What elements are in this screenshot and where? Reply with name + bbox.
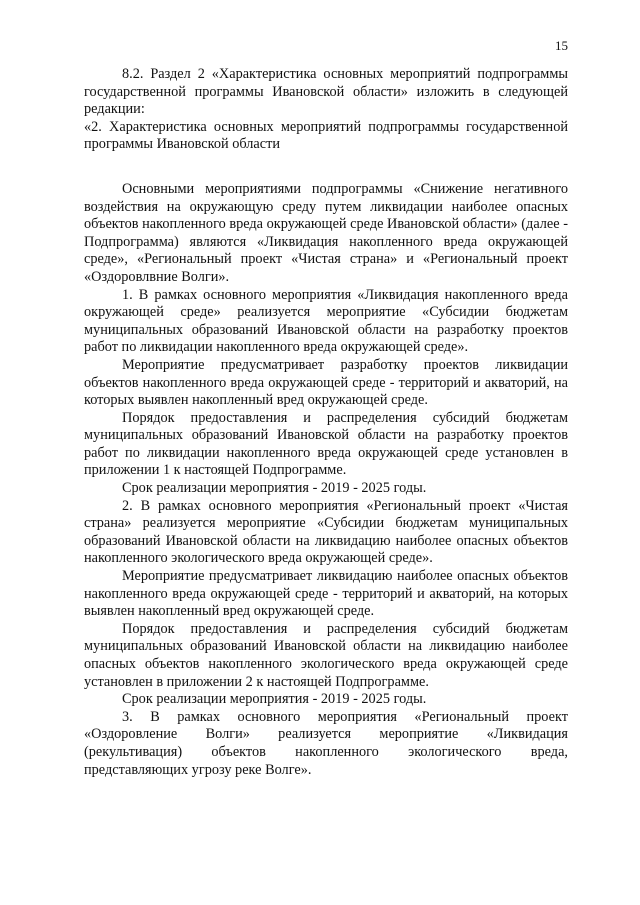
paragraph-item-1-description: Мероприятие предусматривает разработку проектов ликвидации объектов накопленного вреда окружающей среде - территорий и акваторий, на которых выявлен накопленный вред окружающей среде. bbox=[84, 356, 568, 409]
intro-paragraph: 8.2. Раздел 2 «Характеристика основных мероприятий подпрограммы государственной программы Ивановской области» изложить в следующей редакции: bbox=[84, 66, 568, 118]
paragraph-item-3: 3. В рамках основного мероприятия «Региональный проект «Оздоровление Волги» реализуется мероприятие «Ликвидация (рекультивация) объектов накопленного экологического вреда, представляющих угрозу реке Волге». bbox=[84, 708, 568, 778]
paragraph-item-2-procedure: Порядок предоставления и распределения субсидий бюджетам муниципальных образований Ивановской области на ликвидацию наиболее опасных объектов накопленного экологического вреда окружающей среде установлен в приложении 2 к настоящей Подпрограмме. bbox=[84, 620, 568, 690]
paragraph-item-1-term: Срок реализации мероприятия - 2019 - 2025 годы. bbox=[122, 480, 427, 497]
paragraph-main-activities: Основными мероприятиями подпрограммы «Снижение негативного воздействия на окружающую среду путем ликвидации наиболее опасных объектов накопленного вреда окружающей среде Ивановской области» (далее - Подпрограмма) являются «Ликвидация накопленного вреда окружающей среде», «Региональный проект «Чистая страна» и «Региональный проект «Оздоровлвние Волги». bbox=[84, 180, 568, 285]
paragraph-item-2: 2. В рамках основного мероприятия «Региональный проект «Чистая страна» реализуется мероприятие «Субсидии бюджетам муниципальных образований Ивановской области на ликвидацию наиболее опасных объектов накопленного экологического вреда окружающей среде». bbox=[84, 497, 568, 567]
page-number: 15 bbox=[555, 38, 568, 53]
paragraph-item-2-description: Мероприятие предусматривает ликвидацию наиболее опасных объектов накопленного вреда окружающей среде - территорий и акваторий, на которых выявлен накопленный вред окружающей среде. bbox=[84, 568, 568, 620]
document-body bbox=[84, 66, 568, 779]
section-gap bbox=[84, 154, 568, 181]
section-title: «2. Характеристика основных мероприятий подпрограммы государственной программы Ивановской области bbox=[84, 118, 568, 153]
paragraph-item-2-term: Срок реализации мероприятия - 2019 - 2025 годы. bbox=[122, 691, 427, 708]
paragraph-item-1: 1. В рамках основного мероприятия «Ликвидация накопленного вреда окружающей среде» реализуется мероприятие «Субсидии бюджетам муниципальных образований Ивановской области на разработку проектов работ по ликвидации накопленного вреда окружающей среде». bbox=[84, 286, 568, 356]
paragraph-item-1-procedure: Порядок предоставления и распределения субсидий бюджетам муниципальных образований Ивановской области на разработку проектов работ по ликвидации накопленного вреда окружающей среде установлен в приложении 1 к настоящей Подпрограмме. bbox=[84, 409, 568, 479]
